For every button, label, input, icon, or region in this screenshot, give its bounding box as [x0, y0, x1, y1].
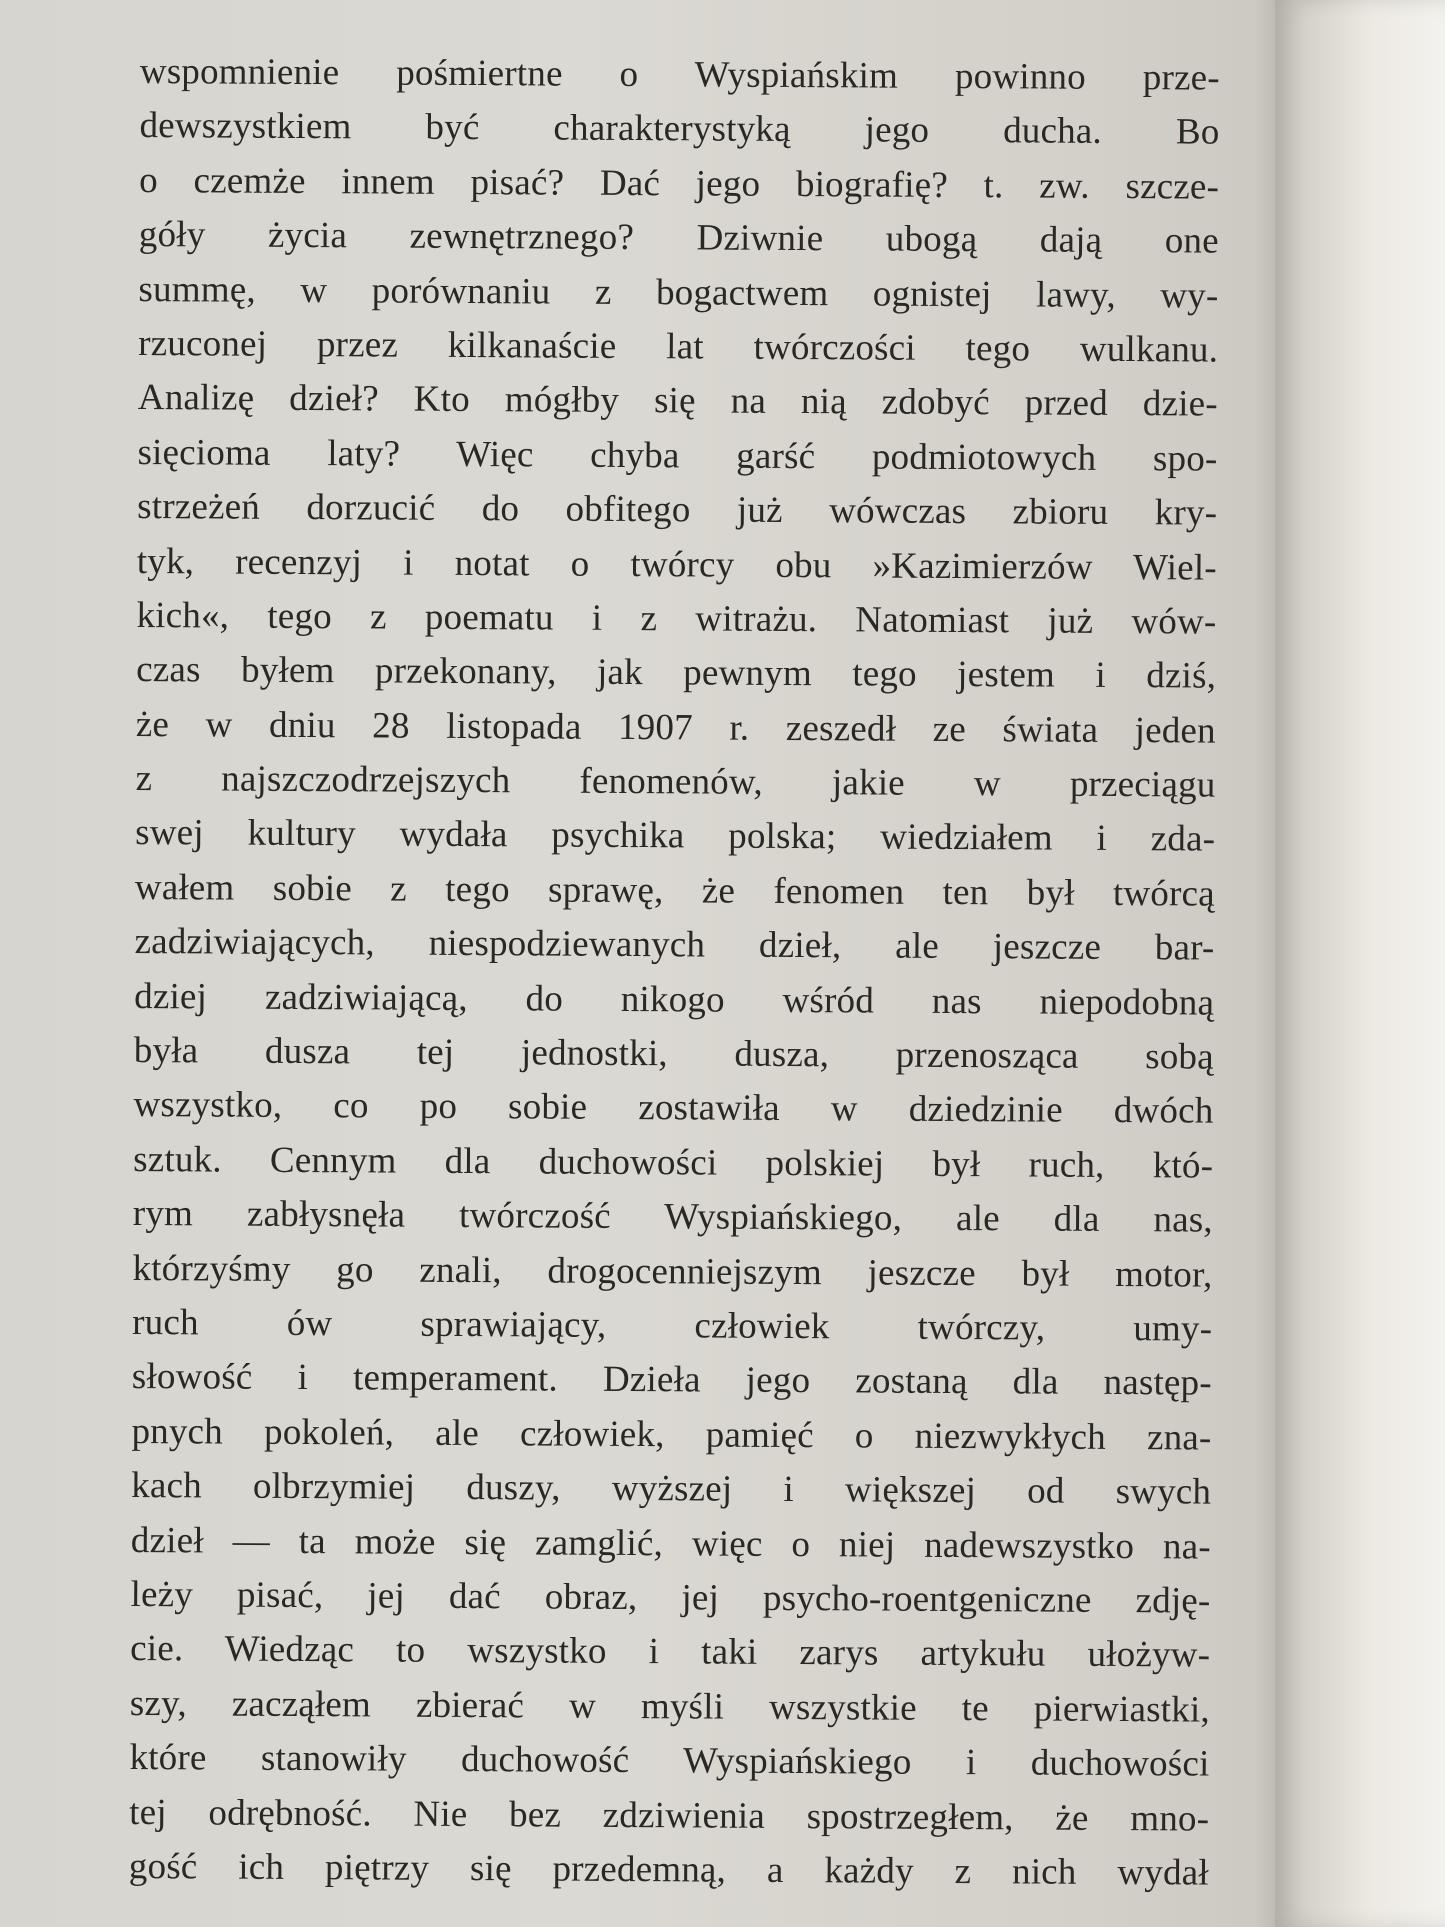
- text-line: którzyśmy go znali, drogocenniejszym jeszcze był motor,: [132, 1247, 1213, 1296]
- text-line: wałem sobie z tego sprawę, że fenomen ten był twórcą: [134, 866, 1215, 915]
- text-line: była dusza tej jednostki, dusza, przenosząca sobą: [133, 1030, 1214, 1078]
- text-line: tyk, recenzyj i notat o twórcy obu »Kazimierzów Wiel-: [136, 540, 1217, 589]
- text-line: cie. Wiedząc to wszystko i taki zarys artykułu ułożyw-: [130, 1628, 1211, 1676]
- text-line: sięcioma laty? Więc chyba garść podmiotowych spo-: [137, 431, 1218, 480]
- text-line: sztuk. Cennym dla duchowości polskiej był ruch, któ-: [133, 1138, 1214, 1187]
- text-line: rzuconej przez kilkanaście lat twórczości tego wulkanu.: [138, 322, 1219, 371]
- text-line: swej kultury wydała psychika polska; wiedziałem i zda-: [135, 812, 1216, 861]
- text-line: kach olbrzymiej duszy, wyższej i większej od swych: [131, 1465, 1212, 1513]
- text-line: gość ich piętrzy się przedemną, a każdy z nich wydał: [128, 1845, 1209, 1894]
- text-line: wspomnienie pośmiertne o Wyspiańskim powinno prze-: [139, 50, 1220, 99]
- text-line: ruch ów sprawiający, człowiek twórczy, umy-: [132, 1301, 1213, 1350]
- text-line: wszystko, co po sobie zostawiła w dziedzinie dwóch: [133, 1084, 1214, 1132]
- text-line: tej odrębność. Nie bez zdziwienia spostrzegłem, że mno-: [129, 1791, 1210, 1840]
- body-text: [129, 45, 1220, 1901]
- text-line: które stanowiły duchowość Wyspiańskiego i duchowości: [129, 1737, 1210, 1785]
- text-line: dewszystkiem być charakterystyką jego ducha. Bo: [139, 105, 1220, 153]
- text-line: kich«, tego z poematu i z witrażu. Natomiast już wów-: [136, 594, 1217, 643]
- text-line: summę, w porównaniu z bogactwem ognistej lawy, wy-: [138, 268, 1219, 317]
- text-line: strzeżeń dorzucić do obfitego już wówczas zbioru kry-: [137, 486, 1218, 534]
- text-line: szy, zacząłem zbierać w myśli wszystkie te pierwiastki,: [129, 1682, 1210, 1731]
- text-line: słowość i temperament. Dzieła jego zostaną dla następ-: [131, 1356, 1212, 1404]
- text-line: rym zabłysnęła twórczość Wyspiańskiego, ale dla nas,: [132, 1193, 1213, 1241]
- text-line: czas byłem przekonany, jak pewnym tego jestem i dziś,: [136, 649, 1217, 697]
- text-line: leży pisać, jej dać obraz, jej psycho-roentgeniczne zdję-: [130, 1573, 1211, 1622]
- text-line: o czemże innem pisać? Dać jego biografię? t. zw. szcze-: [139, 159, 1220, 208]
- text-line: zadziwiających, niespodziewanych dzieł, ale jeszcze bar-: [134, 921, 1215, 969]
- text-line: Analizę dzieł? Kto mógłby się na nią zdobyć przed dzie-: [137, 377, 1218, 425]
- text-line: że w dniu 28 listopada 1907 r. zeszedł ze świata jeden: [135, 703, 1216, 752]
- text-line: dzieł — ta może się zamglić, więc o niej nadewszystko na-: [130, 1519, 1211, 1568]
- text-line: z najszczodrzejszych fenomenów, jakie w przeciągu: [135, 758, 1216, 806]
- text-line: pnych pokoleń, ale człowiek, pamięć o niezwykłych zna-: [131, 1410, 1212, 1459]
- text-line: góły życia zewnętrznego? Dziwnie ubogą dają one: [138, 214, 1219, 262]
- text-line: dziej zadziwiającą, do nikogo wśród nas niepodobną: [134, 975, 1215, 1024]
- next-page-edge: [1275, 0, 1445, 1927]
